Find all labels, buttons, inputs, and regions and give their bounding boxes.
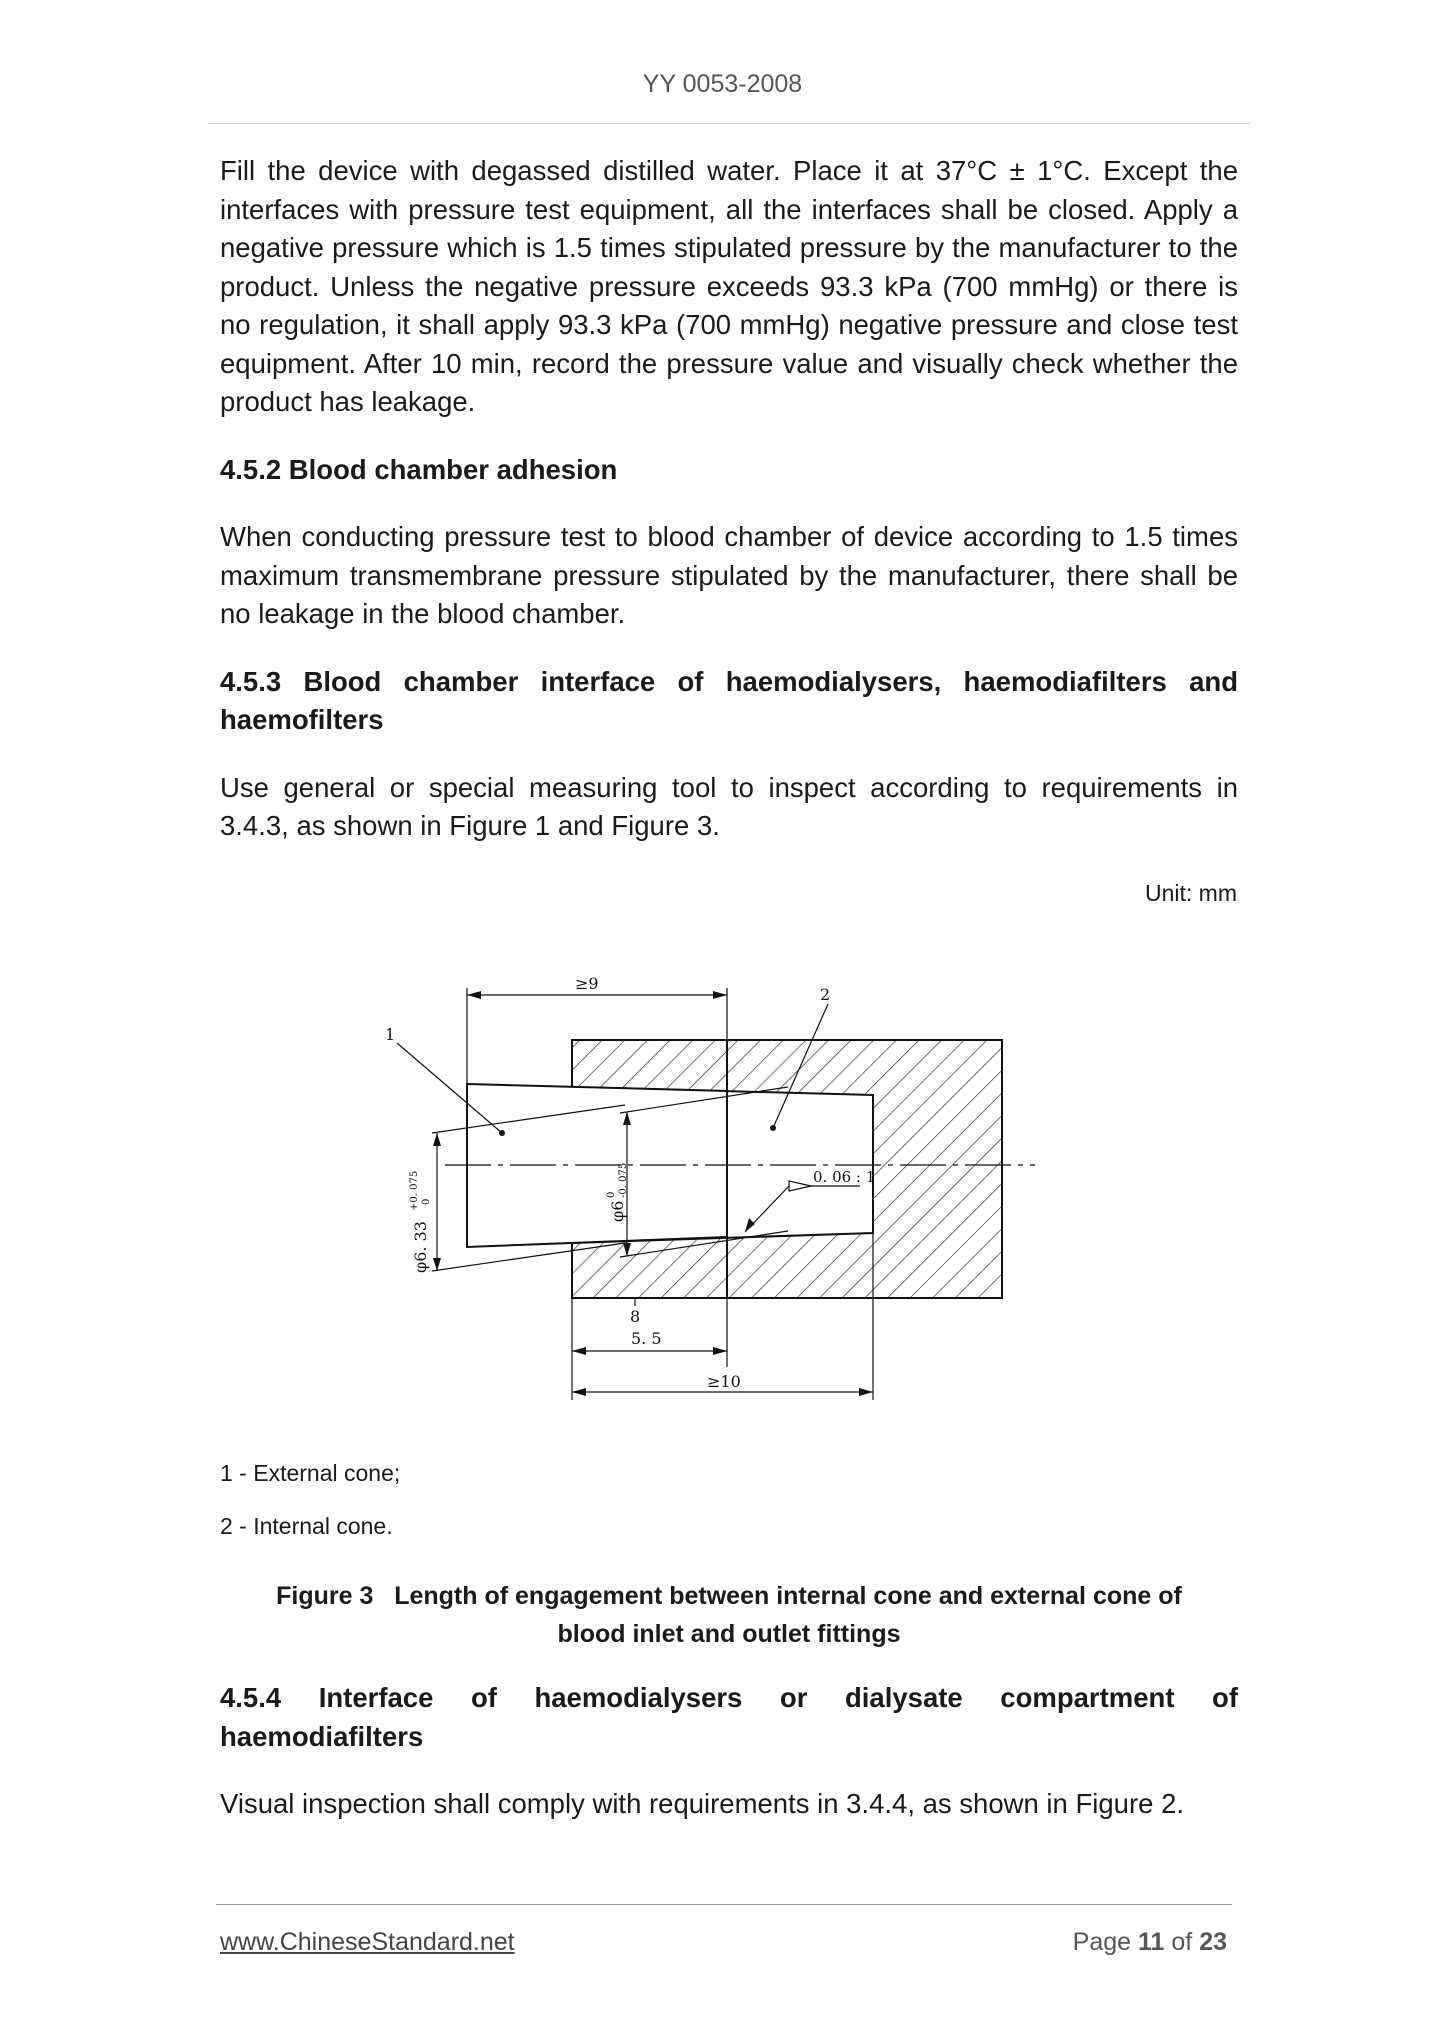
- section-heading-4-5-4: 4.5.4 Interface of haemodialysers or dialysate compartment of haemodiafilters: [220, 1682, 1238, 1752]
- unit-label: Unit: mm: [1145, 880, 1237, 906]
- dimension-ge10: ≥10: [707, 1372, 741, 1391]
- figure-3-drawing: [365, 960, 1065, 1410]
- figure-caption-line-2: blood inlet and outlet fittings: [557, 1620, 901, 1648]
- figure-caption: [220, 1577, 1238, 1653]
- legend-item-1: 1 - External cone;: [220, 1460, 401, 1486]
- page-content: [220, 152, 1238, 846]
- total-pages: 23: [1199, 1928, 1227, 1956]
- page-content-lower: [220, 1679, 1238, 1824]
- paragraph-visual-inspection: Visual inspection shall comply with requirements in 3.4.4, as shown in Figure 2.: [220, 1788, 1185, 1819]
- header-divider: [208, 123, 1250, 124]
- figure-caption-line-1: Figure 3 Length of engagement between internal cone and external cone of: [276, 1582, 1182, 1610]
- current-page: 11: [1138, 1928, 1165, 1956]
- paragraph-leak-test: Fill the device with degassed distilled water. Place it at 37°C ± 1°C. Except the interfaces with pressure test equipment, all the interfaces shall be closed. Apply a negative pressure which is 1.5 times stipulated pressure by the manufacturer to the product. Unless the negative pressure exceeds 93.3 kPa (700 mmHg) or there is no regulation, it shall apply 93.3 kPa (700 mmHg) negative pressure and close test equipment. After 10 min, record the pressure value and visually check whether the product has leakage.: [220, 155, 1238, 417]
- paragraph-blood-chamber-adhesion: When conducting pressure test to blood chamber of device according to 1.5 times maximum transmembrane pressure stipulated by the manufacturer, there shall be no leakage in the blood chamber.: [220, 521, 1238, 629]
- dimension-5-5: 5. 5: [631, 1329, 662, 1348]
- dimension-ge9: ≥9: [575, 974, 599, 993]
- callout-2: 2: [820, 985, 831, 1004]
- outer-diameter-tolerance-upper: +0. 075: [409, 1170, 420, 1211]
- taper-ratio-label: 0. 06 : 1: [813, 1168, 876, 1186]
- footer-divider: [216, 1904, 1232, 1905]
- outer-diameter-label: φ6. 33: [411, 1221, 430, 1273]
- inner-diameter-label: φ6: [608, 1200, 627, 1222]
- outer-diameter-tolerance-lower: 0: [421, 1198, 432, 1205]
- legend-item-2: 2 - Internal cone.: [220, 1513, 393, 1539]
- callout-1: 1: [385, 1025, 396, 1044]
- paragraph-measuring-tool: Use general or special measuring tool to inspect according to requirements in 3.4.3, as shown in Figure 1 and Figure 3.: [220, 771, 1238, 841]
- inner-diameter-tolerance-lower: -0. 075: [618, 1162, 629, 1198]
- page-number: Page 11 of 23: [1072, 1928, 1227, 1956]
- dimension-8: 8: [630, 1307, 641, 1326]
- section-heading-4-5-3: 4.5.3 Blood chamber interface of haemodialysers, haemodiafilters and haemofilters: [220, 665, 1238, 735]
- inner-diameter-tolerance-upper: 0: [606, 1191, 617, 1198]
- document-number: YY 0053-2008: [642, 70, 803, 98]
- section-heading-4-5-2: 4.5.2 Blood chamber adhesion: [220, 453, 618, 485]
- footer-website-link[interactable]: www.ChineseStandard.net: [220, 1928, 515, 1956]
